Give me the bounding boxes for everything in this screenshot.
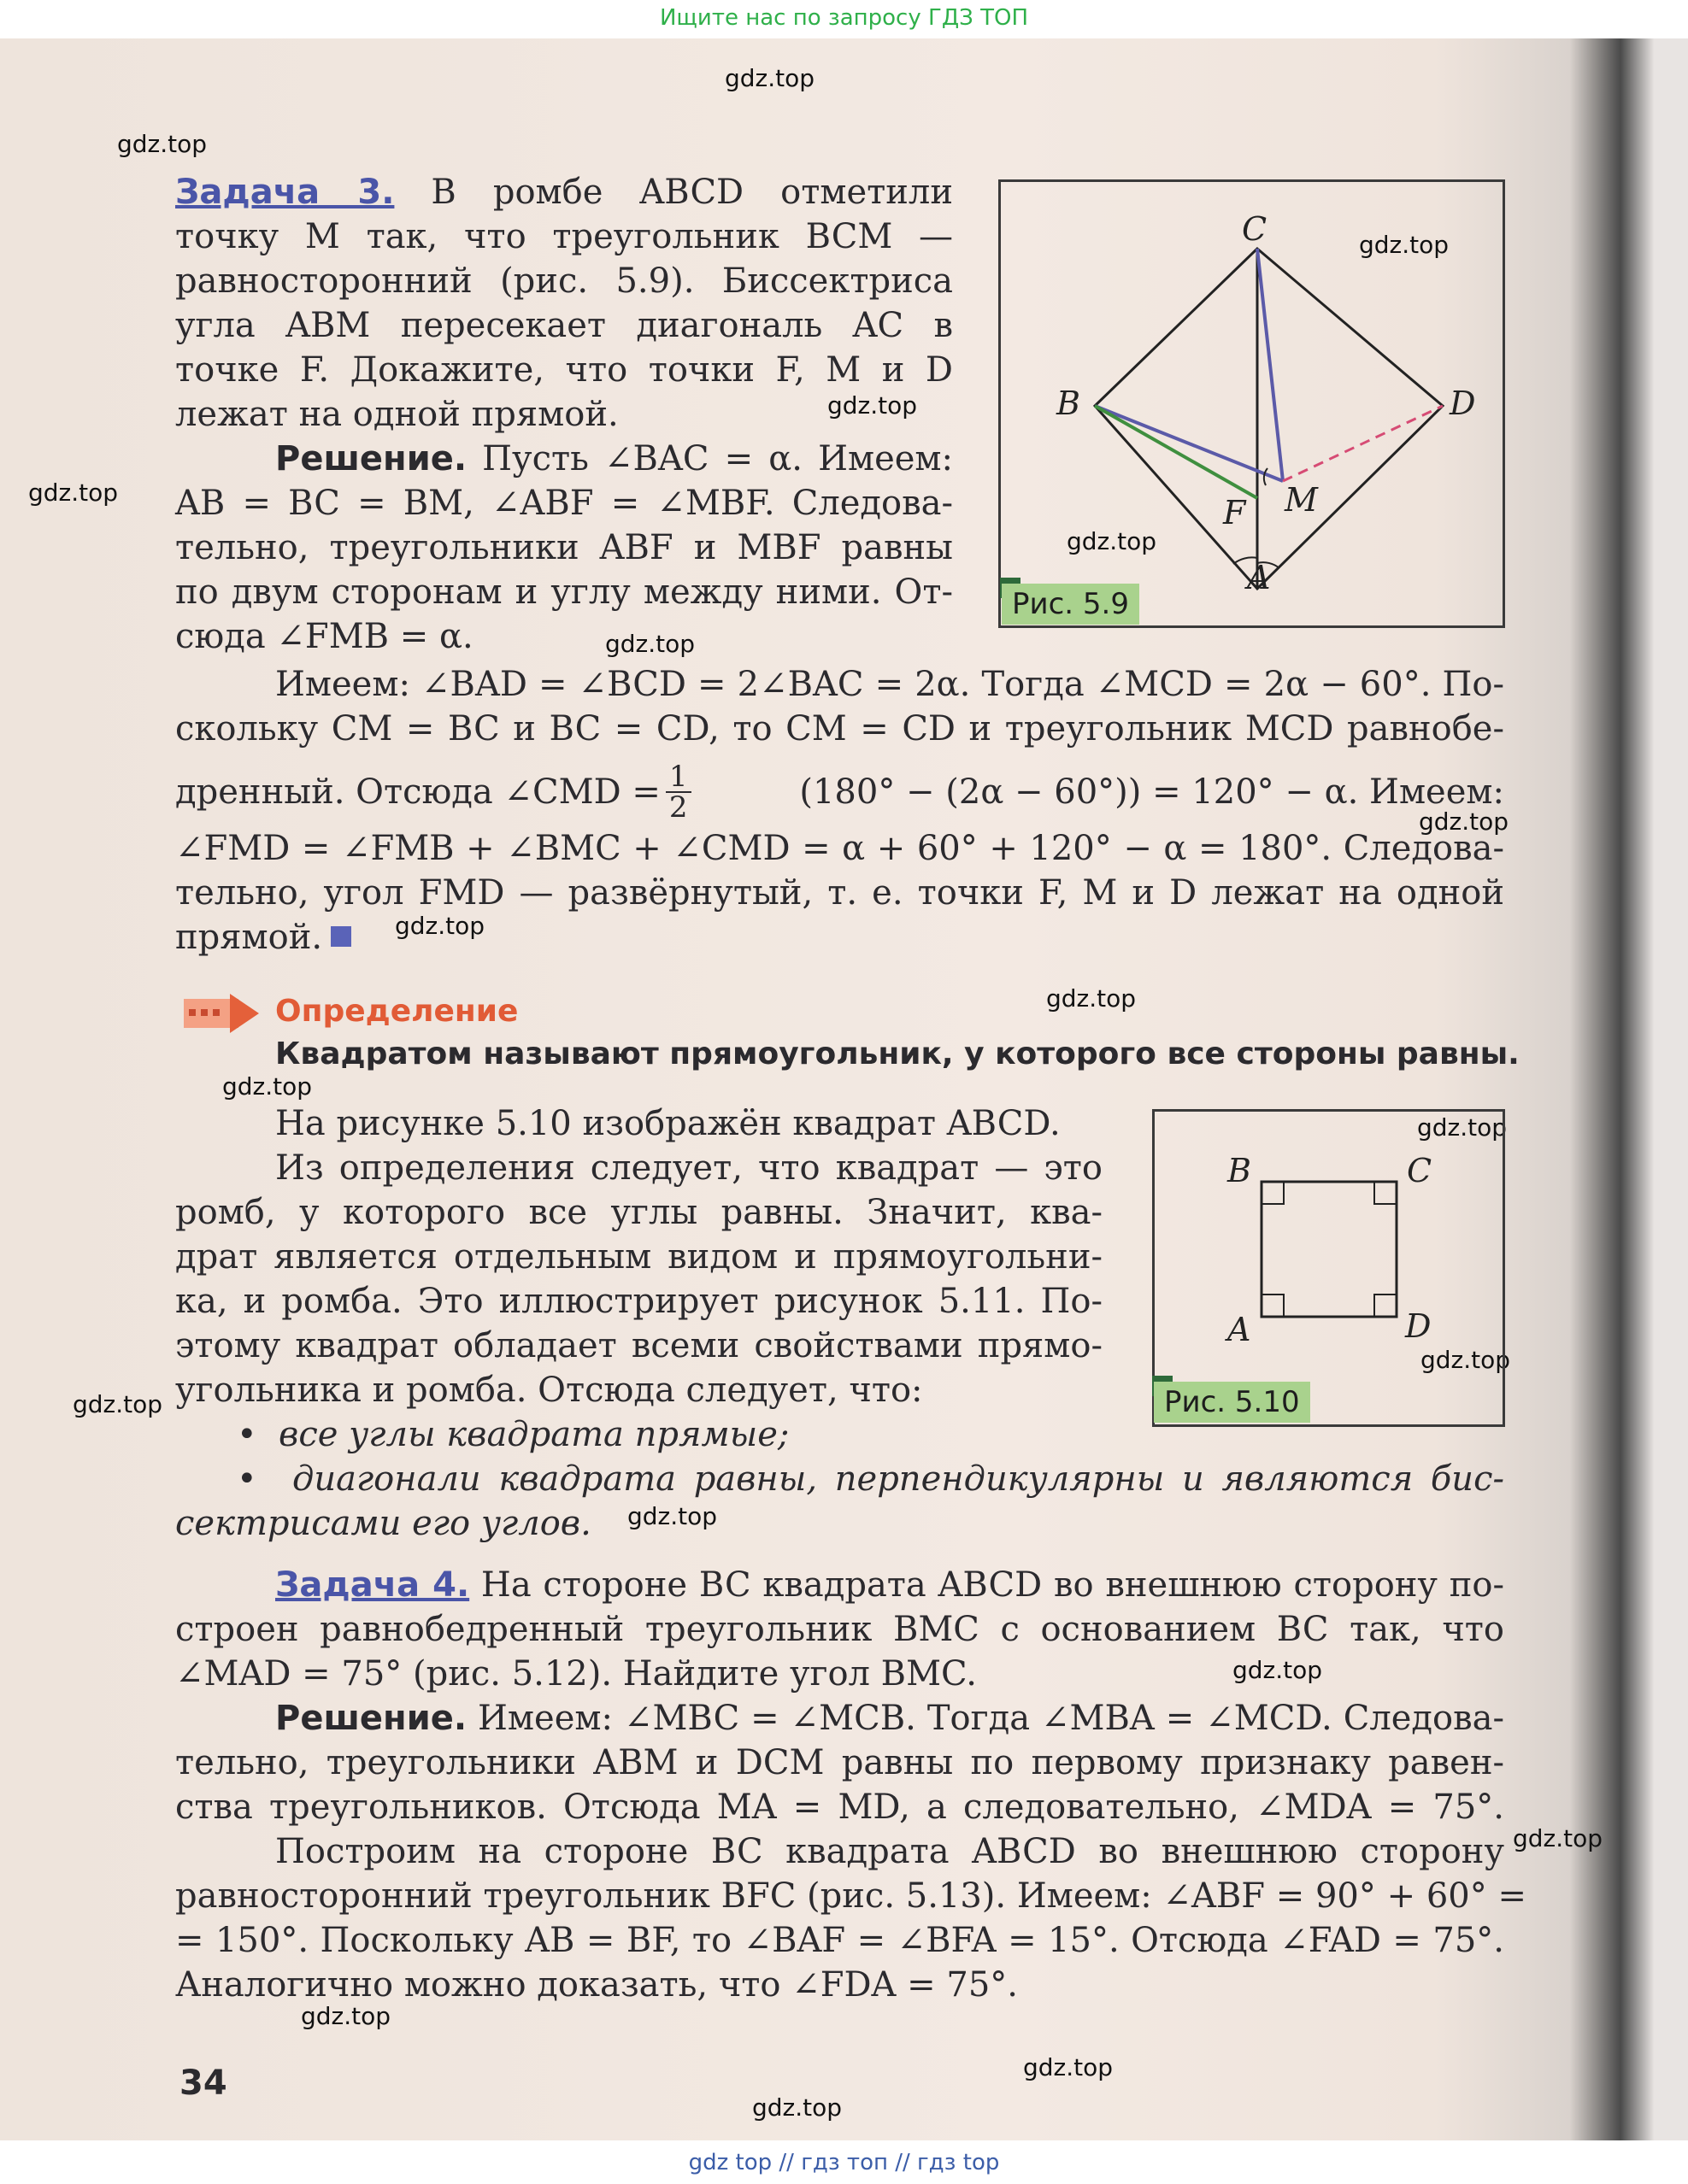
task3-line-5: точке F. Докажите, что точки F, M и D	[175, 350, 953, 390]
watermark: gdz.top	[301, 2002, 391, 2030]
square-diagram	[1155, 1112, 1503, 1424]
task4-solution-line-6: = 150°. Поскольку AB = BF, то ∠BAF = ∠BFA = 15°. Отсюда ∠FAD = 75°.	[175, 1921, 1504, 1960]
task3-line-2: точку M так, что треугольник BCM —	[175, 217, 953, 256]
solution-label: Решение.	[275, 1699, 468, 1738]
definition-title: Определение	[275, 994, 519, 1029]
end-of-proof-icon	[331, 926, 351, 947]
top-banner[interactable]: Ищите нас по запросу ГДЗ ТОП	[0, 0, 1688, 38]
task4-solution-line-3: ства треугольников. Отсюда MA = MD, а следовательно, ∠MDA = 75°.	[175, 1788, 1504, 1827]
vertex-label-c: C	[1242, 210, 1267, 248]
task4-solution-line-4: Построим на стороне BC квадрата ABCD во внешнюю сторону	[275, 1832, 1504, 1871]
task3-full-line-5: тельно, угол FMD — развёрнутый, т. е. точки F, M и D лежат на одной	[175, 873, 1504, 913]
task3-line-1: Задача 3. В ромбе ABCD отметили	[175, 173, 953, 212]
square-line-1: На рисунке 5.10 изображён квадрат ABCD.	[275, 1104, 1061, 1143]
task4-solution-line-5: равносторонний треугольник BFC (рис. 5.13). Имеем: ∠ABF = 90° + 60° =	[175, 1876, 1526, 1916]
vertex-label-f: F	[1223, 494, 1246, 531]
watermark: gdz.top	[73, 1390, 163, 1418]
definition-text: Квадратом называют прямоугольник, у которого все стороны равны.	[275, 1036, 1520, 1071]
watermark: gdz.top	[1067, 527, 1157, 555]
vertex-label-a: A	[1247, 559, 1271, 596]
figure-5-10-caption: Рис. 5.10	[1154, 1382, 1310, 1423]
bottom-banner[interactable]: gdz top // гдз топ // гдз top	[0, 2140, 1688, 2184]
vertex-label-m: M	[1285, 481, 1318, 519]
task3-solution-line-4: по двум сторонам и углу между ними. От-	[175, 572, 953, 612]
task3-solution-line-1: Решение. Пусть ∠BAC = α. Имеем:	[275, 439, 953, 478]
watermark: gdz.top	[1420, 1346, 1511, 1374]
watermark: gdz.top	[725, 64, 815, 92]
task3-solution-line-2: AB = BC = BM, ∠ABF = ∠MBF. Следова-	[175, 484, 953, 523]
task4-line-3: ∠MAD = 75° (рис. 5.12). Найдите угол BMC.	[175, 1654, 977, 1694]
task4-solution-line-1: Решение. Имеем: ∠MBC = ∠MCB. Тогда ∠MBA = ∠MCD. Следова-	[275, 1699, 1504, 1738]
watermark: gdz.top	[222, 1072, 313, 1101]
vertex-label-b: B	[1227, 1152, 1251, 1189]
figure-5-9	[998, 179, 1505, 628]
definition-arrow-icon	[184, 994, 261, 1033]
task3-line-4: угла ABM пересекает диагональ AC в	[175, 306, 953, 345]
watermark: gdz.top	[117, 130, 208, 158]
vertex-label-c: C	[1407, 1152, 1432, 1189]
task4-solution-line-2: тельно, треугольники ABM и DCM равны по первому признаку равен-	[175, 1743, 1504, 1782]
vertex-label-b: B	[1056, 385, 1080, 422]
figure-5-10	[1152, 1109, 1508, 1427]
watermark: gdz.top	[1023, 2053, 1114, 2081]
page-number: 34	[179, 2064, 227, 2103]
vertex-label-d: D	[1405, 1307, 1432, 1345]
task3-full-line-6: прямой.	[175, 916, 351, 959]
watermark: gdz.top	[1419, 807, 1509, 836]
task3-line-6: лежат на одной прямой.	[175, 395, 619, 434]
rhombus-diagram	[1001, 182, 1503, 625]
task3-full-line-3: дренный. Отсюда ∠CMD = $\frac{1}{2}$ (180° − (2α − 60°)) = 120° − α. Имеем:	[175, 760, 1504, 825]
task4-line-2: строен равнобедренный треугольник BMC с основанием BC так, что	[175, 1610, 1504, 1649]
vertex-label-a: A	[1227, 1311, 1251, 1348]
watermark: gdz.top	[395, 912, 485, 940]
task3-solution-line-3: тельно, треугольники ABF и MBF равны	[175, 528, 953, 567]
vertex-label-d: D	[1450, 385, 1476, 422]
square-line-4: драт является отдельным видом и прямоугольни-	[175, 1237, 1103, 1277]
task3-full-line-1: Имеем: ∠BAD = ∠BCD = 2∠BAC = 2α. Тогда ∠MCD = 2α − 60°. По-	[275, 665, 1504, 704]
task4-label: Задача 4.	[275, 1565, 470, 1605]
watermark: gdz.top	[1417, 1113, 1508, 1142]
square-line-2: Из определения следует, что квадрат — это	[275, 1148, 1103, 1188]
task3-full-line-4: ∠FMD = ∠FMB + ∠BMC + ∠CMD = α + 60° + 120° − α = 180°. Следова-	[175, 829, 1504, 868]
task3-solution-line-5: сюда ∠FMB = α.	[175, 617, 473, 656]
watermark: gdz.top	[1046, 984, 1137, 1013]
task3-label: Задача 3.	[175, 173, 395, 212]
task4-solution-line-7: Аналогично можно доказать, что ∠FDA = 75°.	[175, 1965, 1018, 2005]
bullet-item-2: • диагонали квадрата равны, перпендикулярны и являются бис-	[237, 1459, 1504, 1499]
solution-label: Решение.	[275, 439, 468, 478]
figure-5-9-caption: Рис. 5.9	[1002, 584, 1139, 625]
fraction-one-half: $\frac{1}{2}$	[666, 762, 691, 822]
watermark: gdz.top	[605, 630, 696, 658]
task4-line-1: Задача 4. На стороне BC квадрата ABCD во внешнюю сторону по-	[275, 1565, 1504, 1605]
watermark: gdz.top	[827, 391, 918, 420]
watermark: gdz.top	[1513, 1824, 1603, 1852]
square-line-5: ка, и ромба. Это иллюстрирует рисунок 5.11. По-	[175, 1282, 1103, 1321]
bullet-item-1: • все углы квадрата прямые;	[237, 1415, 790, 1454]
square-line-3: ромб, у которого все углы равны. Значит, ква-	[175, 1193, 1103, 1232]
watermark: gdz.top	[1359, 231, 1450, 259]
square-line-7: угольника и ромба. Отсюда следует, что:	[175, 1371, 923, 1410]
bullet-item-2-continuation: сектрисами его углов.	[175, 1504, 591, 1543]
task3-line-3: равносторонний (рис. 5.9). Биссектриса	[175, 261, 953, 301]
watermark: gdz.top	[627, 1502, 718, 1530]
watermark: gdz.top	[752, 2093, 843, 2122]
watermark: gdz.top	[1232, 1656, 1323, 1684]
square-line-6: этому квадрат обладает всеми свойствами прямо-	[175, 1326, 1103, 1365]
task3-full-line-2: скольку CM = BC и BC = CD, то CM = CD и треугольник MCD равнобе-	[175, 709, 1504, 749]
watermark: gdz.top	[28, 478, 119, 507]
